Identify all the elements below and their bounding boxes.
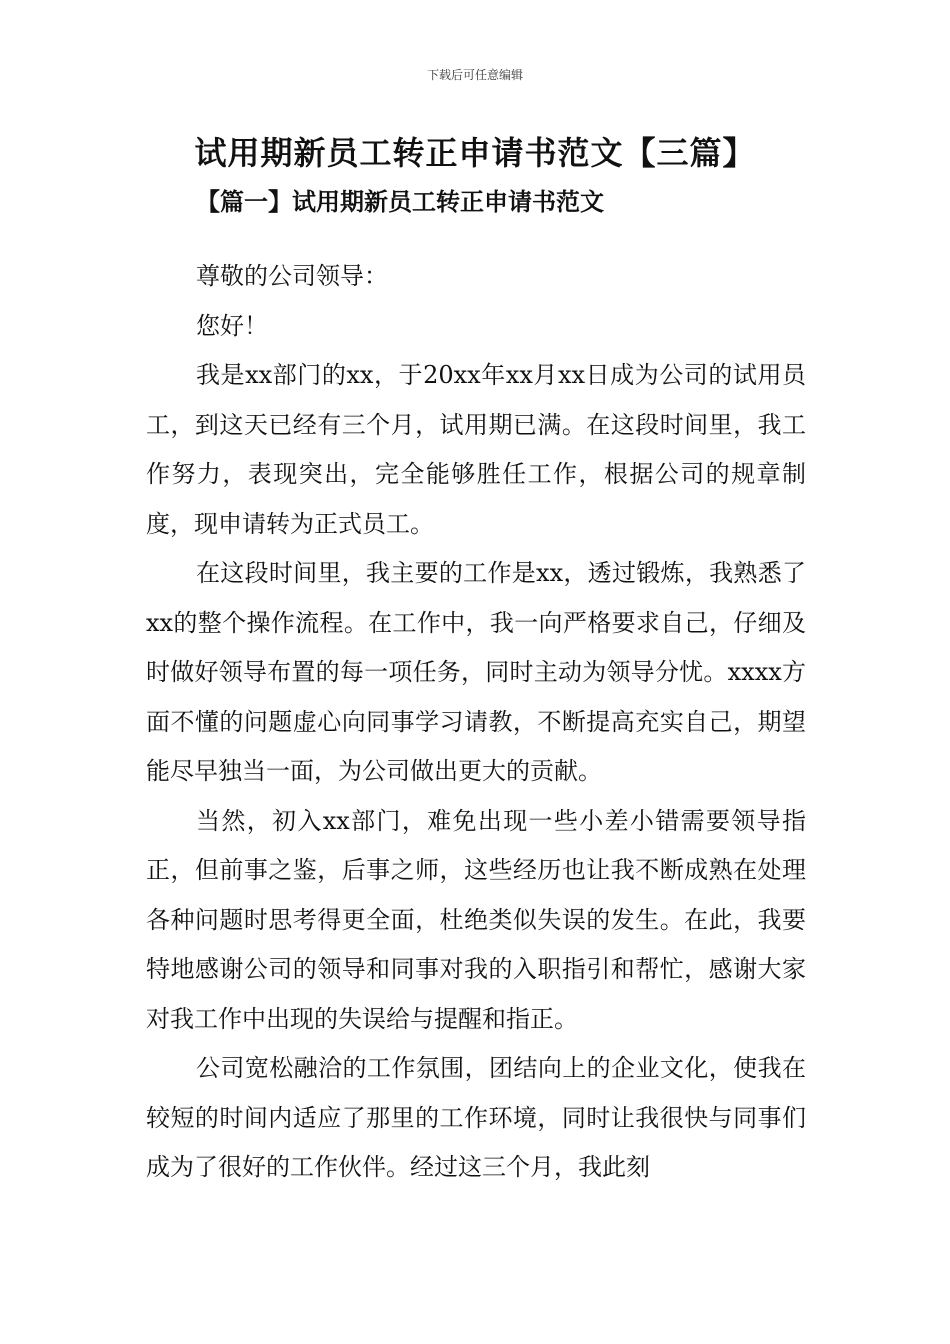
body-paragraph: 我是xx部门的xx，于20xx年xx月xx日成为公司的试用员工，到这天已经有三个月，试用期已满。在这段时间里，我工作努力，表现突出，完全能够胜任工作，根据公司的规章制度，现申请转为正式员工。 (146, 361, 806, 538)
document-body (146, 252, 806, 1193)
header-note: 下载后可任意编辑 (426, 68, 523, 82)
body-paragraph: 在这段时间里，我主要的工作是xx，透过锻炼，我熟悉了xx的整个操作流程。在工作中，我一向严格要求自己，仔细及时做好领导布置的每一项任务，同时主动为领导分忧。xxxx方面不懂的问题虚心向同事学习请教，不断提高充实自己，期望能尽早独当一面，为公司做出更大的贡献。 (146, 559, 806, 785)
greeting: 您好！ (196, 311, 268, 340)
salutation: 尊敬的公司领导： (196, 262, 388, 290)
document-title: 试用期新员工转正申请书范文【三篇】 (194, 134, 756, 172)
body-paragraph: 公司宽松融洽的工作氛围，团结向上的企业文化，使我在较短的时间内适应了那里的工作环境，同时让我很快与同事们成为了很好的工作伙伴。经过这三个月，我此刻 (146, 1054, 806, 1181)
body-paragraph: 当然，初入xx部门，难免出现一些小差小错需要领导指正，但前事之鉴，后事之师，这些经历也让我不断成熟在处理各种问题时思考得更全面，杜绝类似失误的发生。在此，我要特地感谢公司的领导和同事对我的入职指引和帮忙，感谢大家对我工作中出现的失误给与提醒和指正。 (146, 806, 806, 1033)
section-title: 【篇一】试用期新员工转正申请书范文 (196, 187, 604, 216)
